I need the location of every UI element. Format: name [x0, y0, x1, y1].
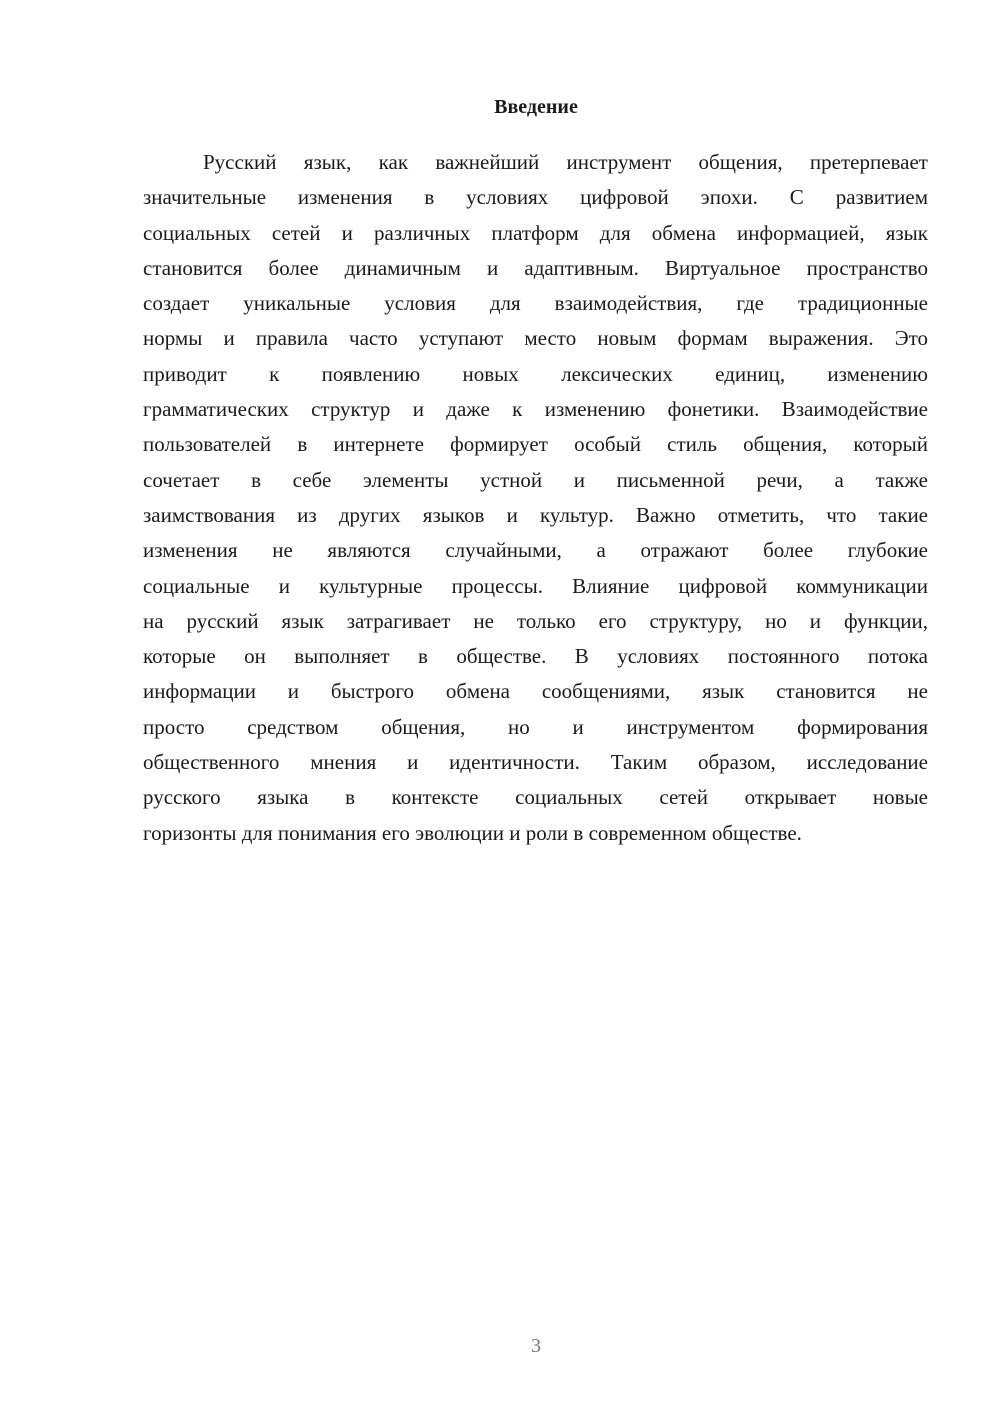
text-line: Русский язык, как важнейший инструмент общения, претерпевает: [203, 150, 928, 174]
text-line: сочетает в себе элементы устной и письменной речи, а также: [143, 467, 928, 492]
text-line: грамматических структур и даже к изменению фонетики. Взаимодействие: [143, 397, 928, 422]
text-line: на русский язык затрагивает не только его структуру, но и функции,: [143, 608, 928, 633]
text-line: значительные изменения в условиях цифровой эпохи. С развитием: [143, 185, 928, 210]
text-line: изменения не являются случайными, а отражают более глубокие: [143, 538, 928, 563]
section-title: Введение: [494, 96, 578, 118]
text-line: создает уникальные условия для взаимодействия, где традиционные: [143, 291, 928, 316]
text-line: приводит к появлению новых лексических единиц, изменению: [143, 361, 928, 386]
text-line: социальные и культурные процессы. Влияние цифровой коммуникации: [143, 573, 928, 598]
text-line: пользователей в интернете формирует особый стиль общения, который: [143, 432, 928, 457]
page-number: 3: [531, 1335, 541, 1357]
text-line: просто средством общения, но и инструментом формирования: [143, 714, 928, 739]
text-line: заимствования из других языков и культур. Важно отметить, что такие: [143, 502, 928, 527]
text-line: которые он выполняет в обществе. В условиях постоянного потока: [143, 644, 928, 669]
text-line: социальных сетей и различных платформ для обмена информацией, язык: [143, 220, 928, 245]
text-line: становится более динамичным и адаптивным. Виртуальное пространство: [143, 255, 928, 280]
text-line: русского языка в контексте социальных сетей открывает новые: [143, 785, 928, 810]
text-line: горизонты для понимания его эволюции и роли в современном обществе.: [143, 820, 802, 845]
text-line: нормы и правила часто уступают место новым формам выражения. Это: [143, 326, 928, 351]
body-paragraph: [143, 145, 928, 851]
text-line: информации и быстрого обмена сообщениями, язык становится не: [143, 679, 928, 704]
text-line: общественного мнения и идентичности. Таким образом, исследование: [143, 750, 928, 775]
